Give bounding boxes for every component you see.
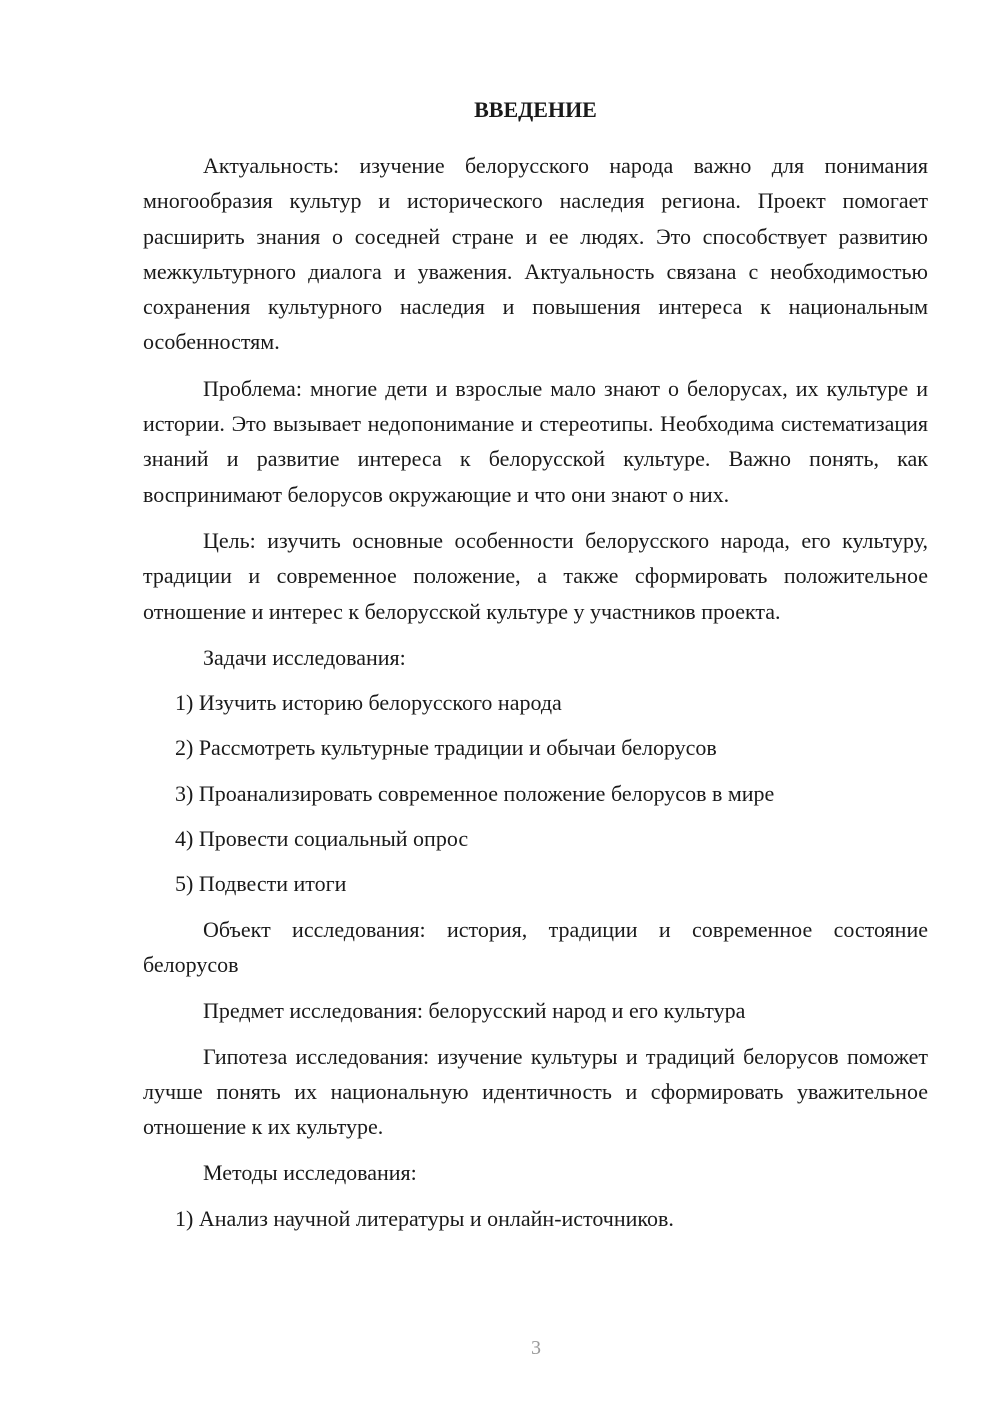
subject-paragraph: Предмет исследования: белорусский народ и его культура: [203, 998, 746, 1024]
hypothesis-paragraph: Гипотеза исследования: изучение культуры и традиций белорусов поможет лучше понять их национальную идентичность и сформировать уважительное отношение к их культуре.: [143, 1043, 928, 1140]
tasks-list: [143, 685, 928, 901]
page-number: 3: [531, 1337, 541, 1359]
section-heading: ВВЕДЕНИЕ: [474, 97, 597, 122]
methods-label: Методы исследования:: [203, 1160, 417, 1186]
task-item: 1) Изучить историю белорусского народа: [175, 690, 562, 716]
task-item: 5) Подвести итоги: [175, 871, 347, 897]
relevance-paragraph: Актуальность: изучение белорусского народа важно для понимания многообразия культур и исторического наследия региона. Проект помогает расширить знания о соседней стране и ее людях. Это способствует развитию межкультурного диалога и уважения. Актуальность связана с необходимостью сохранения культурного наследия и повышения интереса к национальным особенностям.: [143, 153, 928, 355]
object-paragraph: Объект исследования: история, традиции и современное состояние белорусов: [143, 916, 928, 977]
methods-list: [143, 1201, 928, 1236]
page-content: [143, 92, 928, 1246]
problem-paragraph: Проблема: многие дети и взрослые мало знают о белорусах, их культуре и истории. Это вызывает недопонимание и стереотипы. Необходима систематизация знаний и развитие интереса к белорусской культуре. Важно понять, как воспринимают белорусов окружающие и что они знают о них.: [143, 375, 928, 507]
tasks-label: Задачи исследования:: [203, 644, 406, 670]
task-item: 4) Провести социальный опрос: [175, 826, 469, 852]
goal-paragraph: Цель: изучить основные особенности белорусского народа, его культуру, традиции и современное положение, а также сформировать положительное отношение и интерес к белорусской культуре у участников проекта.: [143, 527, 928, 624]
task-item: 2) Рассмотреть культурные традиции и обычаи белорусов: [175, 735, 717, 761]
task-item: 3) Проанализировать современное положение белорусов в мире: [175, 780, 775, 806]
method-item: 1) Анализ научной литературы и онлайн-источников.: [175, 1205, 674, 1231]
